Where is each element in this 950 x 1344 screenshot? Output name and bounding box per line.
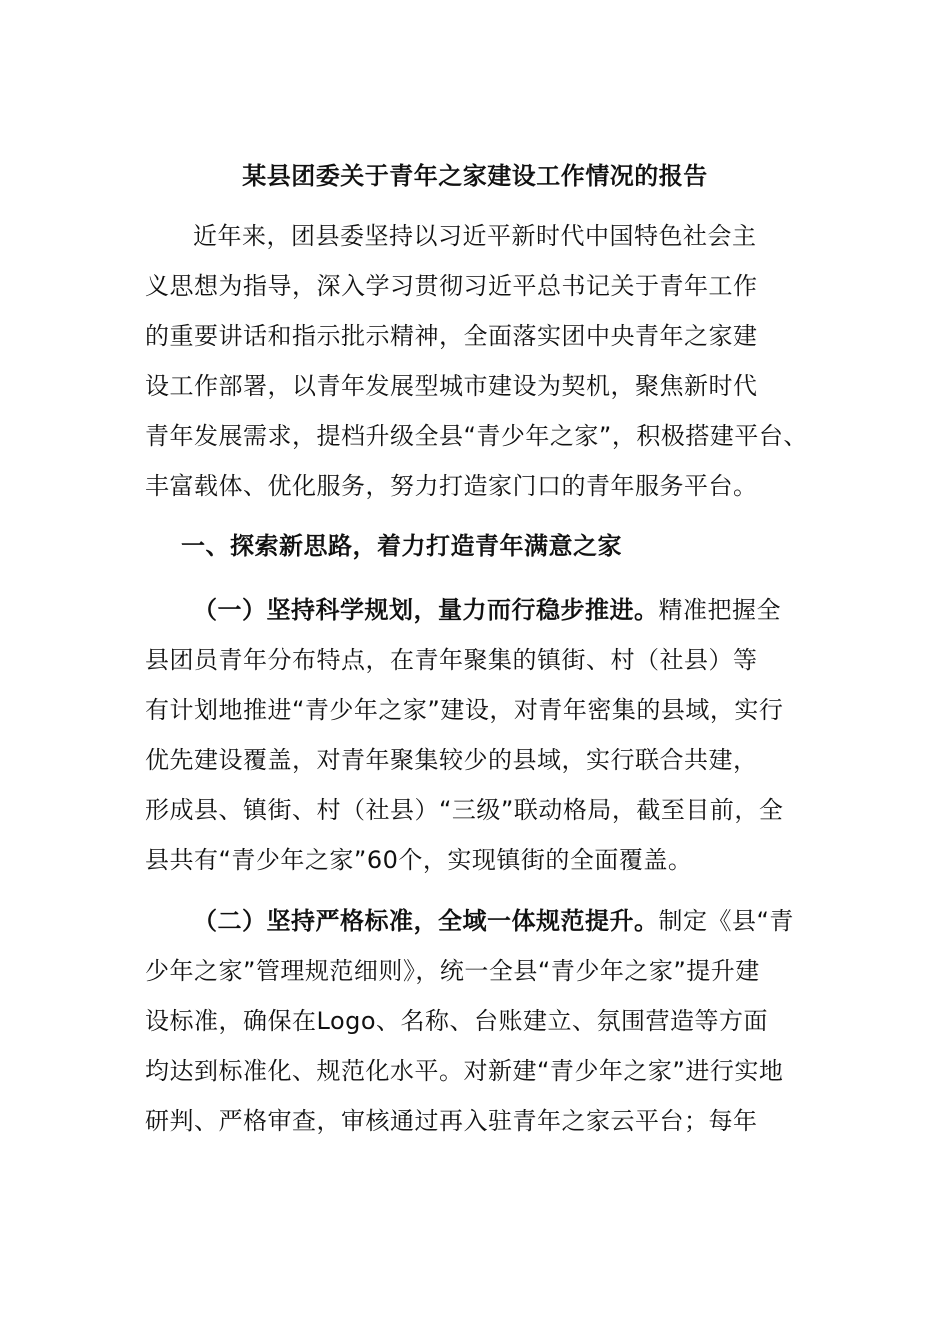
intro-paragraph [145,211,810,511]
paragraph-line: 少年之家”管理规范细则》，统一全县“青少年之家”提升建 [145,957,760,985]
paragraph-line: 有计划地推进“青少年之家”建设，对青年密集的县域，实行 [145,696,784,724]
paragraph-line: 设标准，确保在Logo、名称、台账建立、氛围营造等方面 [145,1007,769,1035]
paragraph-text: 制定《县“青 [658,907,794,935]
section-heading: 一、探索新思路，着力打造青年满意之家 [181,532,622,560]
paragraph-line: 优先建设覆盖，对青年聚集较少的县域，实行联合共建， [145,746,758,774]
subsection-2-paragraph [145,896,810,1146]
paragraph-line [145,896,810,946]
paragraph-line: 县共有“青少年之家”60个，实现镇街的全面覆盖。 [145,846,693,874]
paragraph-line: 研判、严格审查，审核通过再入驻青年之家云平台；每年 [145,1107,758,1135]
paragraph-line: 均达到标准化、规范化水平。对新建“青少年之家”进行实地 [145,1057,784,1085]
paragraph-line: 近年来，团县委坚持以习近平新时代中国特色社会主 [193,222,757,250]
document-title: 某县团委关于青年之家建设工作情况的报告 [242,162,708,190]
paragraph-line: 义思想为指导，深入学习贯彻习近平总书记关于青年工作 [145,272,758,300]
paragraph-line: 形成县、镇街、村（社县）“三级”联动格局，截至目前，全 [145,796,784,824]
paragraph-line: 丰富载体、优化服务，努力打造家门口的青年服务平台。 [145,472,758,500]
paragraph-line [145,585,810,635]
paragraph-line: 设工作部署，以青年发展型城市建设为契机，聚焦新时代 [145,372,758,400]
paragraph-text: 精准把握全 [658,596,781,624]
subsection-lead: （二）坚持严格标准，全域一体规范提升。 [193,907,659,935]
paragraph-line: 县团员青年分布特点，在青年聚集的镇街、村（社县）等 [145,646,758,674]
paragraph-line: 青年发展需求，提档升级全县“青少年之家”，积极搭建平台、 [145,422,808,450]
subsection-1-paragraph [145,585,810,885]
subsection-lead: （一）坚持科学规划，量力而行稳步推进。 [193,596,659,624]
paragraph-line: 的重要讲话和指示批示精神，全面落实团中央青年之家建 [145,322,758,350]
